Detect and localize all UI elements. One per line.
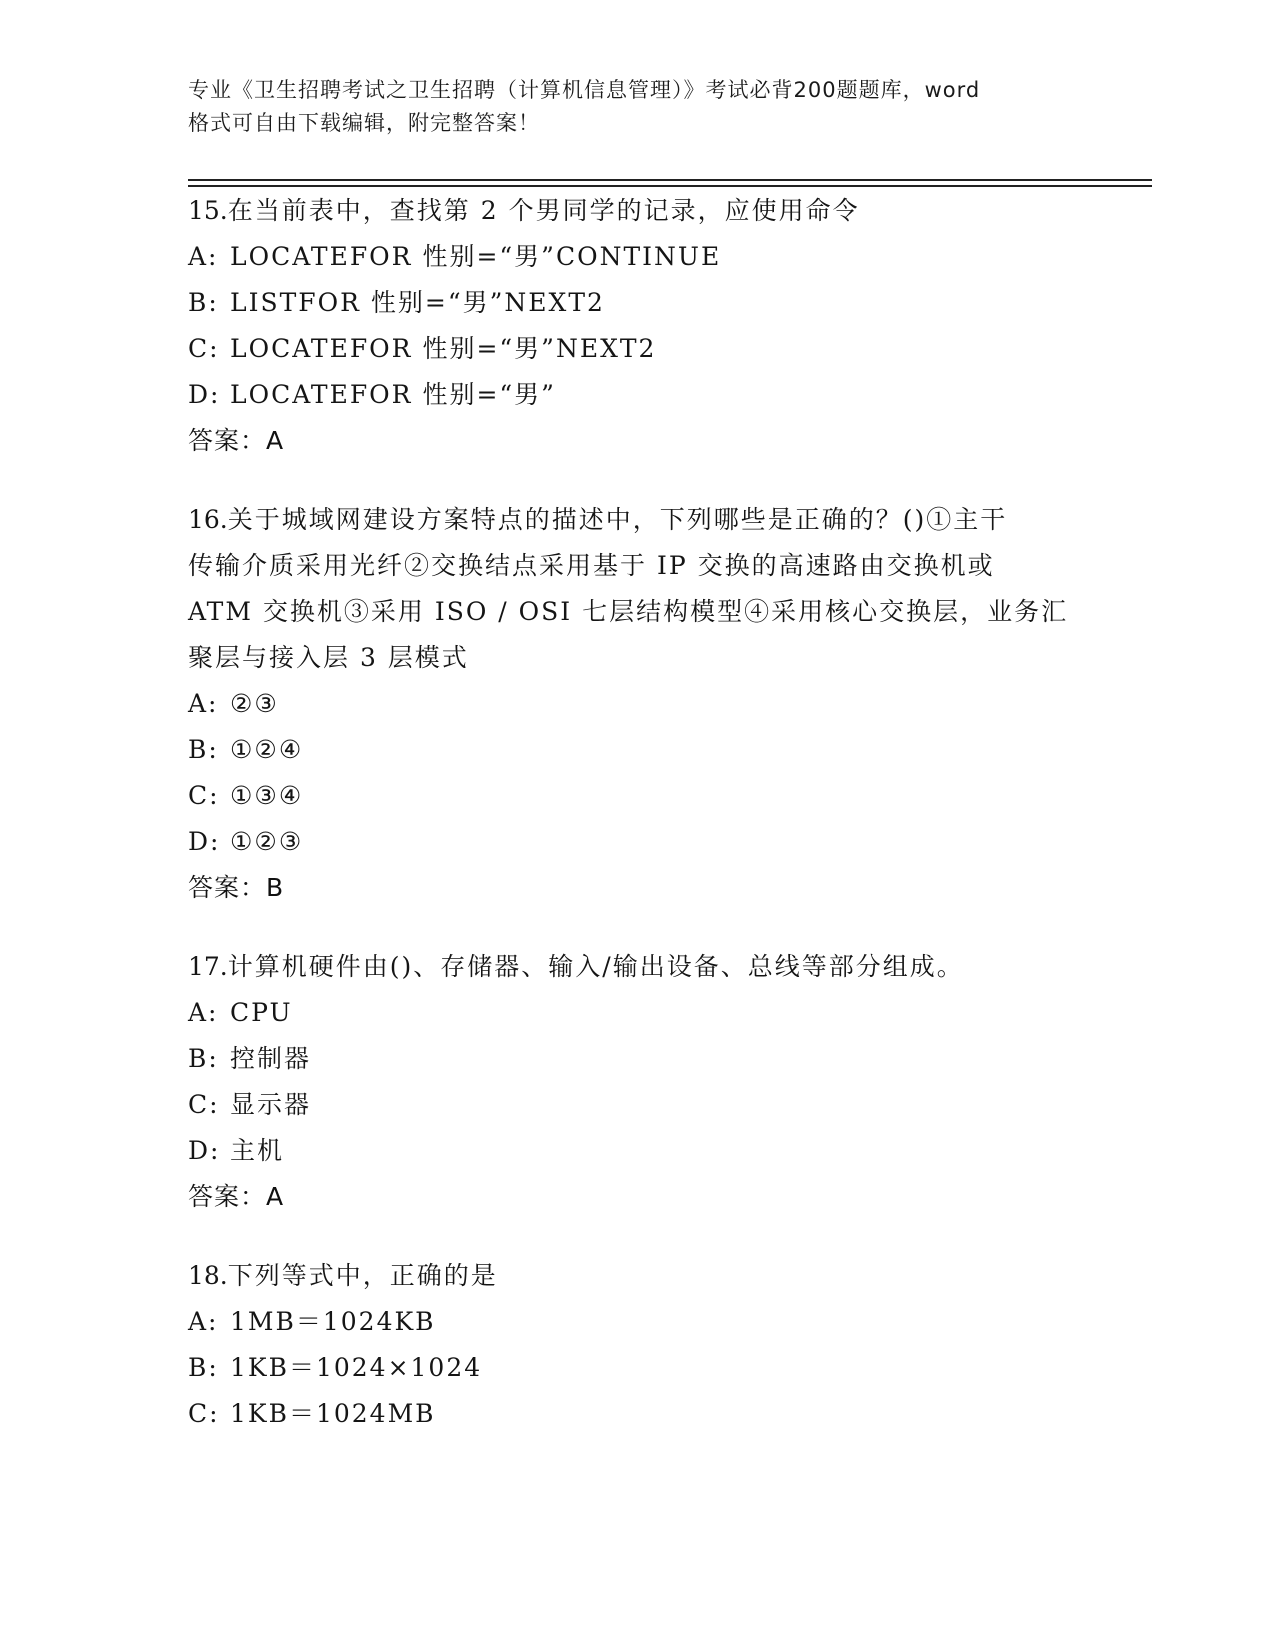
question-list — [188, 188, 1088, 1470]
answer-option — [188, 727, 1088, 773]
answer-option — [188, 1345, 1088, 1391]
header-divider-bottom — [188, 185, 1152, 187]
option-key: C: — [188, 334, 220, 363]
question-number: 15. — [188, 196, 228, 225]
option-key: C: — [188, 1399, 220, 1428]
answer-option — [188, 372, 1088, 418]
question-block — [188, 944, 1088, 1220]
answer-option — [188, 819, 1088, 865]
option-text: CPU — [230, 998, 293, 1027]
option-text: 主机 — [230, 1136, 285, 1165]
answer-option — [188, 773, 1088, 819]
question-text — [188, 1253, 1088, 1299]
question-text — [188, 543, 1088, 589]
option-key: C: — [188, 1090, 220, 1119]
answer-key: 答案：B — [188, 873, 285, 902]
option-text: ①③④ — [230, 781, 304, 810]
document-header — [188, 74, 1088, 140]
option-text: 1MB＝1024KB — [230, 1307, 436, 1336]
option-key: B: — [188, 1353, 219, 1382]
option-key: B: — [188, 1044, 219, 1073]
question-line: ATM 交换机③采用 ISO / OSI 七层结构模型④采用核心交换层，业务汇 — [188, 597, 1069, 626]
option-text: ②③ — [230, 689, 279, 718]
question-line: 关于城域网建设方案特点的描述中，下列哪些是正确的？()①主干 — [227, 505, 1008, 534]
answer-option — [188, 681, 1088, 727]
question-text — [188, 635, 1088, 681]
option-text: 控制器 — [230, 1044, 312, 1073]
question-number: 18. — [188, 1261, 228, 1290]
answer-option — [188, 1082, 1088, 1128]
question-line: 计算机硬件由()、存储器、输入/输出设备、总线等部分组成。 — [227, 952, 964, 981]
answer-option — [188, 1036, 1088, 1082]
option-key: A: — [188, 689, 219, 718]
header-divider-top — [188, 179, 1152, 181]
header-line-1: 专业《卫生招聘考试之卫生招聘（计算机信息管理）》考试必背200题题库，word — [188, 78, 981, 102]
question-line: 在当前表中，查找第 2 个男同学的记录，应使用命令 — [227, 196, 860, 225]
option-key: A: — [188, 998, 219, 1027]
question-text — [188, 497, 1088, 543]
question-line: 传输介质采用光纤②交换结点采用基于 IP 交换的高速路由交换机或 — [188, 551, 995, 580]
question-block — [188, 497, 1088, 911]
question-line: 聚层与接入层 3 层模式 — [188, 643, 469, 672]
option-text: LISTFOR 性别=“男”NEXT2 — [230, 288, 605, 317]
answer-key: 答案：A — [188, 426, 285, 455]
question-number: 16. — [188, 505, 228, 534]
answer-option — [188, 1299, 1088, 1345]
option-key: C: — [188, 781, 220, 810]
option-key: B: — [188, 735, 219, 764]
option-text: ①②④ — [230, 735, 304, 764]
answer-option — [188, 1391, 1088, 1437]
question-line: 下列等式中，正确的是 — [227, 1261, 498, 1290]
question-block — [188, 1253, 1088, 1437]
option-key: D: — [188, 827, 221, 856]
option-key: A: — [188, 1307, 219, 1336]
answer-option — [188, 234, 1088, 280]
question-text — [188, 188, 1088, 234]
question-text — [188, 944, 1088, 990]
answer-key: 答案：A — [188, 1182, 285, 1211]
question-text — [188, 589, 1088, 635]
answer-option — [188, 1128, 1088, 1174]
option-key: D: — [188, 1136, 221, 1165]
question-number: 17. — [188, 952, 228, 981]
answer-option — [188, 326, 1088, 372]
option-key: B: — [188, 288, 219, 317]
option-text: 1KB＝1024×1024 — [230, 1353, 483, 1382]
option-text: LOCATEFOR 性别=“男” — [230, 380, 556, 409]
header-line-2: 格式可自由下载编辑，附完整答案！ — [188, 111, 540, 135]
option-text: LOCATEFOR 性别=“男”CONTINUE — [230, 242, 722, 271]
option-text: LOCATEFOR 性别=“男”NEXT2 — [230, 334, 657, 363]
option-text: 显示器 — [230, 1090, 312, 1119]
question-block — [188, 188, 1088, 464]
option-key: D: — [188, 380, 221, 409]
option-key: A: — [188, 242, 219, 271]
answer-option — [188, 280, 1088, 326]
option-text: 1KB＝1024MB — [230, 1399, 436, 1428]
answer-option — [188, 990, 1088, 1036]
option-text: ①②③ — [230, 827, 304, 856]
